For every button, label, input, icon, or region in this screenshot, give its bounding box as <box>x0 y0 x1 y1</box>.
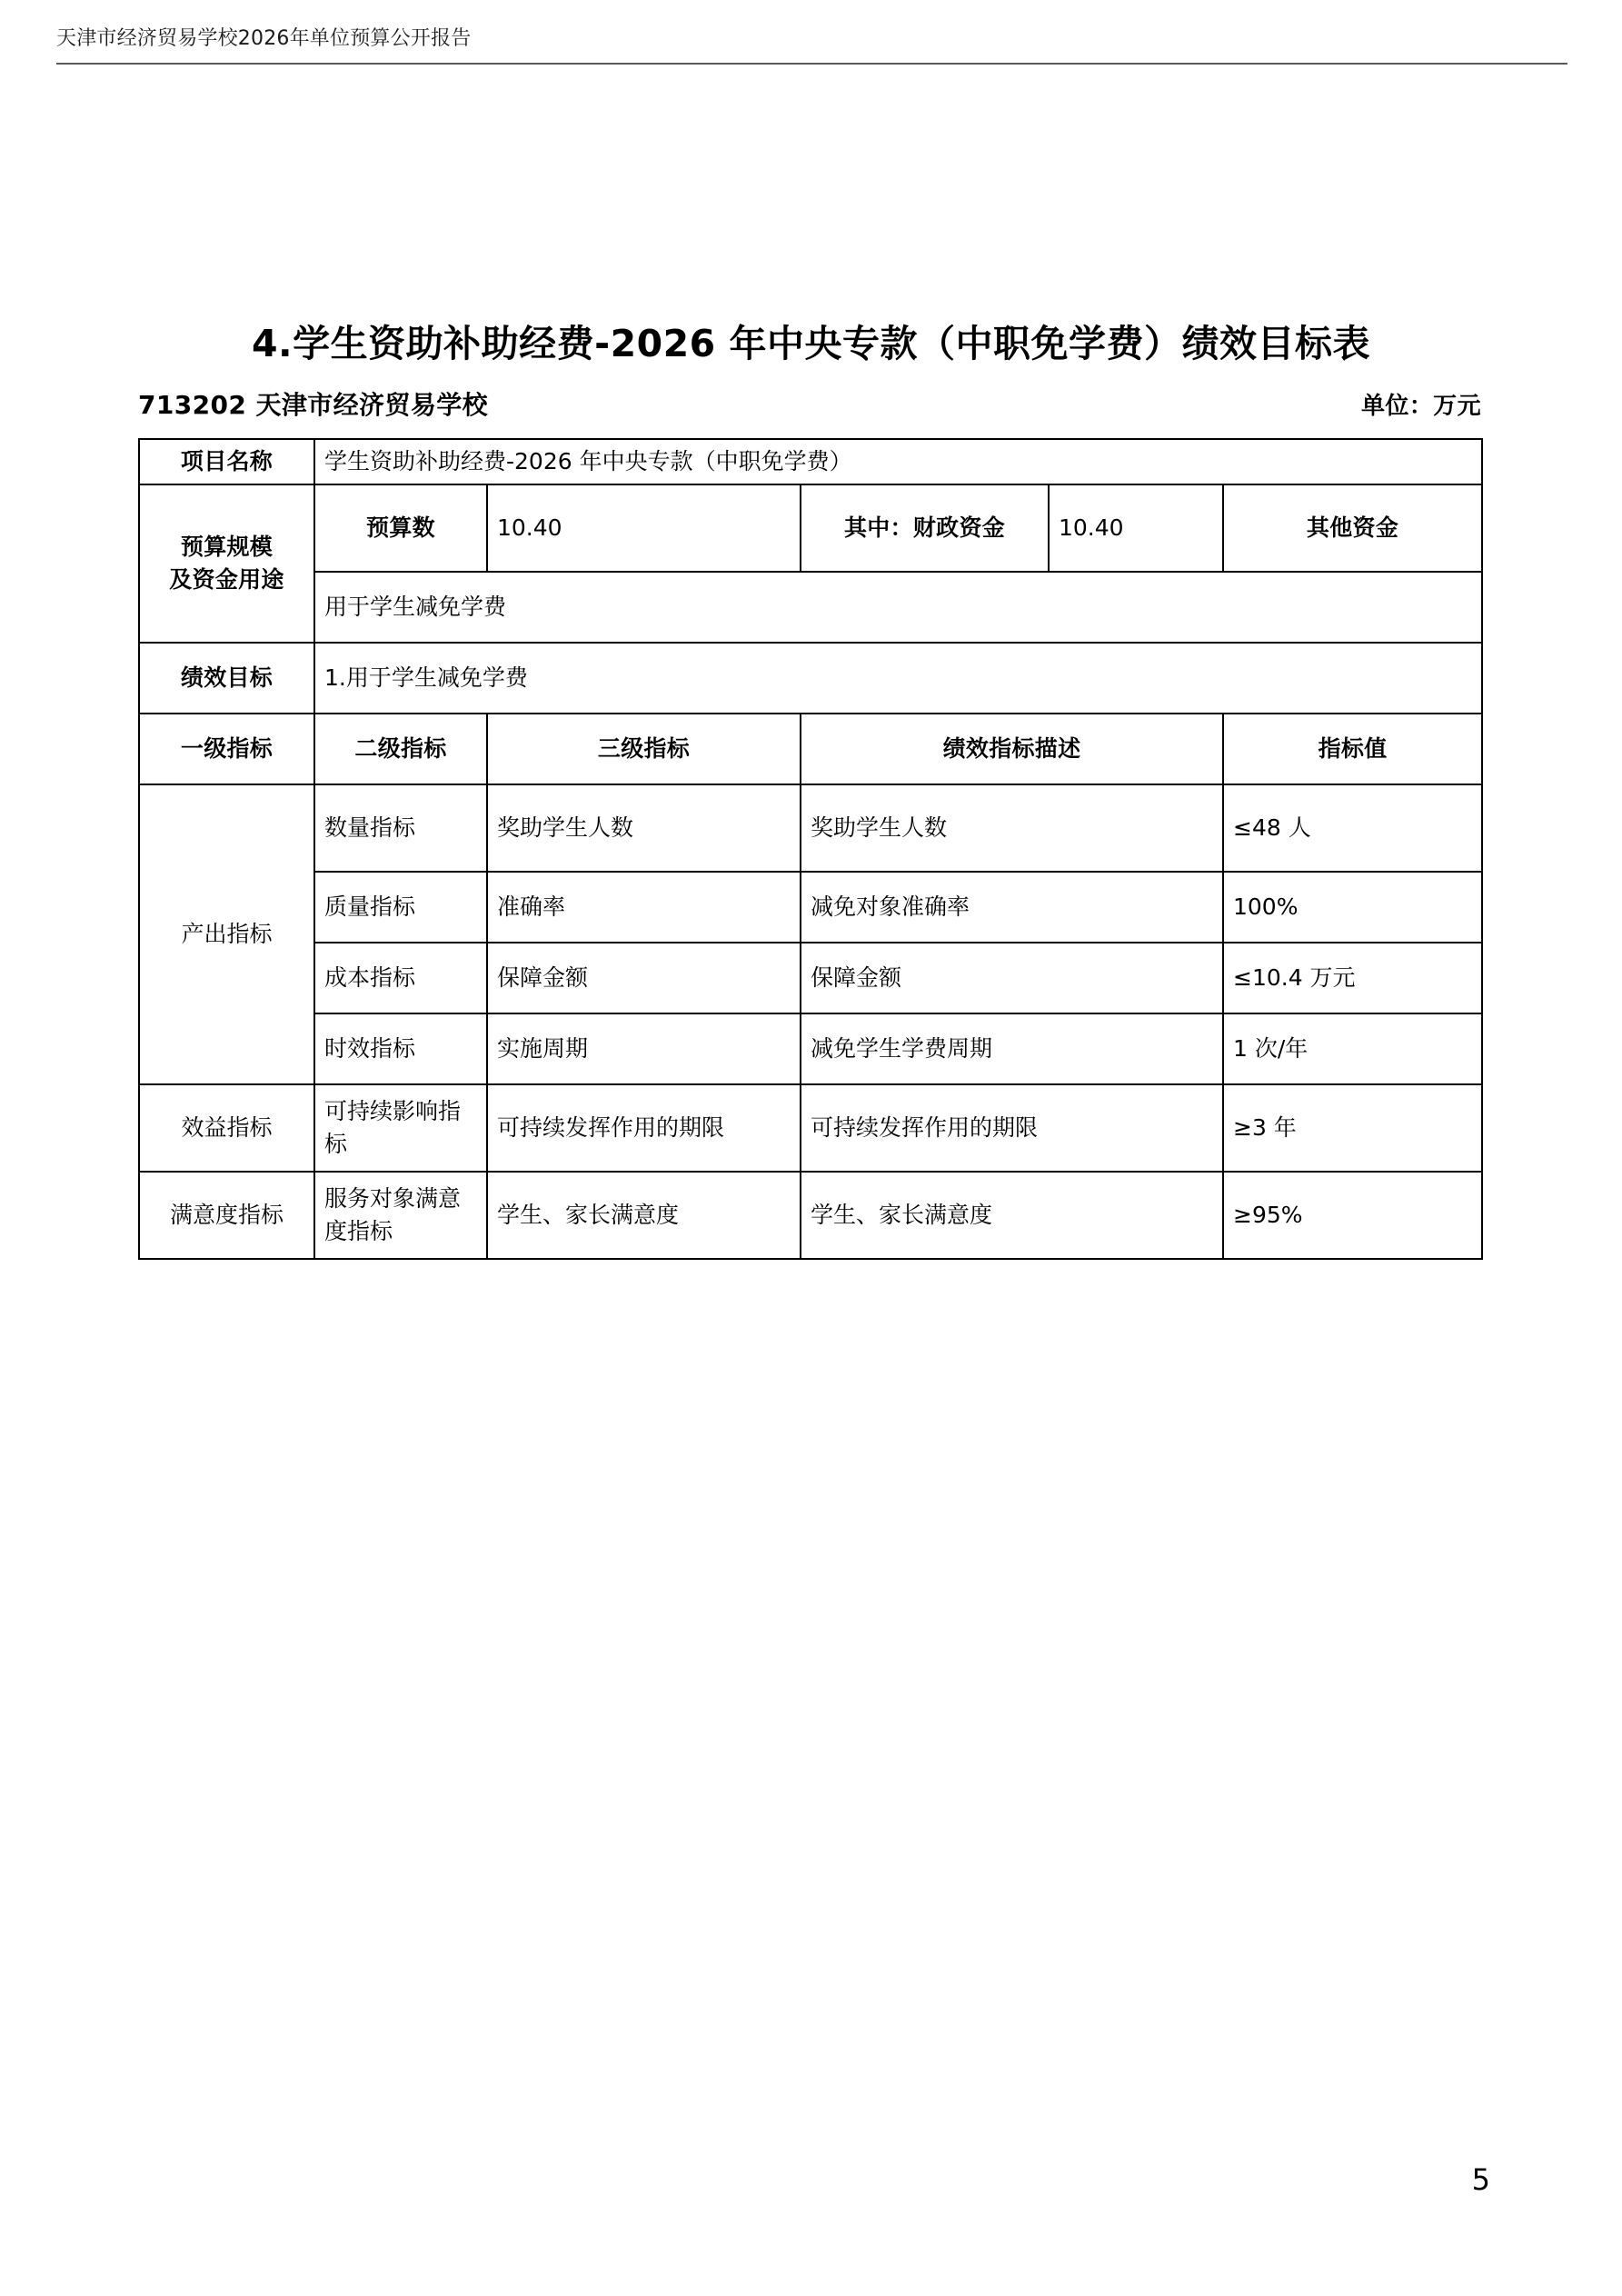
currency-unit: 单位：万元 <box>1360 393 1481 420</box>
level2-label: 数量指标 <box>314 784 487 872</box>
budget-scale-label <box>139 484 314 643</box>
project-name-value: 学生资助补助经费-2026 年中央专款（中职免学费） <box>314 439 1482 484</box>
table-row <box>139 1084 1482 1172</box>
indicator-description: 奖助学生人数 <box>801 784 1223 872</box>
level2-label: 时效指标 <box>314 1013 487 1084</box>
table-row <box>139 872 1482 943</box>
budget-number-label: 预算数 <box>314 484 487 572</box>
other-funds-label: 其他资金 <box>1223 484 1482 572</box>
budget-scale-label-line1: 预算规模 <box>180 534 274 560</box>
project-name-label: 项目名称 <box>139 439 314 484</box>
level2-label: 可持续影响指标 <box>314 1084 487 1172</box>
page-title: 4.学生资助补助经费-2026 年中央专款（中职免学费）绩效目标表 <box>251 322 1370 365</box>
fiscal-funds-value: 10.40 <box>1049 484 1223 572</box>
organization-name: 713202 天津市经济贸易学校 <box>138 390 489 420</box>
level1-benefit-indicator: 效益指标 <box>139 1084 314 1172</box>
indicator-value: 100% <box>1223 872 1482 943</box>
indicator-description: 可持续发挥作用的期限 <box>801 1084 1223 1172</box>
fund-usage-value: 用于学生减免学费 <box>314 572 1482 643</box>
table-row-performance-goal <box>139 643 1482 714</box>
level3-label: 学生、家长满意度 <box>487 1172 801 1259</box>
indicator-value: 1 次/年 <box>1223 1013 1482 1084</box>
indicator-description: 保障金额 <box>801 943 1223 1013</box>
column-header-level2: 二级指标 <box>314 714 487 784</box>
indicator-value: ≥3 年 <box>1223 1084 1482 1172</box>
column-header-description: 绩效指标描述 <box>801 714 1223 784</box>
level3-label: 奖助学生人数 <box>487 784 801 872</box>
performance-goal-table <box>138 438 1483 1260</box>
header-divider <box>56 63 1567 65</box>
indicator-description: 减免对象准确率 <box>801 872 1223 943</box>
indicator-value: ≤48 人 <box>1223 784 1482 872</box>
level3-label: 保障金额 <box>487 943 801 1013</box>
table-row-budget-scale <box>139 484 1482 572</box>
table-row <box>139 943 1482 1013</box>
indicator-value: ≤10.4 万元 <box>1223 943 1482 1013</box>
level3-label: 可持续发挥作用的期限 <box>487 1084 801 1172</box>
level2-label: 质量指标 <box>314 872 487 943</box>
indicator-description: 学生、家长满意度 <box>801 1172 1223 1259</box>
table-row-fund-usage <box>139 572 1482 643</box>
indicator-value: ≥95% <box>1223 1172 1482 1259</box>
column-header-value: 指标值 <box>1223 714 1482 784</box>
level3-label: 实施周期 <box>487 1013 801 1084</box>
table-row-project-name <box>139 439 1482 484</box>
column-header-level1: 一级指标 <box>139 714 314 784</box>
running-title: 天津市经济贸易学校2026年单位预算公开报告 <box>56 27 472 50</box>
table-row-indicator-header <box>139 714 1482 784</box>
table-row <box>139 784 1482 872</box>
column-header-level3: 三级指标 <box>487 714 801 784</box>
page-header <box>56 25 1567 65</box>
level3-label: 准确率 <box>487 872 801 943</box>
table-row <box>139 1013 1482 1084</box>
level1-output-indicator: 产出指标 <box>139 784 314 1084</box>
performance-goal-label: 绩效目标 <box>139 643 314 714</box>
fiscal-funds-label: 其中：财政资金 <box>801 484 1049 572</box>
indicator-description: 减免学生学费周期 <box>801 1013 1223 1084</box>
subtitle-row <box>138 389 1481 423</box>
budget-number-value: 10.40 <box>487 484 801 572</box>
performance-goal-value: 1.用于学生减免学费 <box>314 643 1482 714</box>
table-row <box>139 1172 1482 1259</box>
level2-label: 成本指标 <box>314 943 487 1013</box>
level1-satisfaction-indicator: 满意度指标 <box>139 1172 314 1259</box>
level2-label: 服务对象满意度指标 <box>314 1172 487 1259</box>
budget-scale-label-line2: 及资金用途 <box>169 566 284 593</box>
page-number: 5 <box>1471 2162 1490 2197</box>
